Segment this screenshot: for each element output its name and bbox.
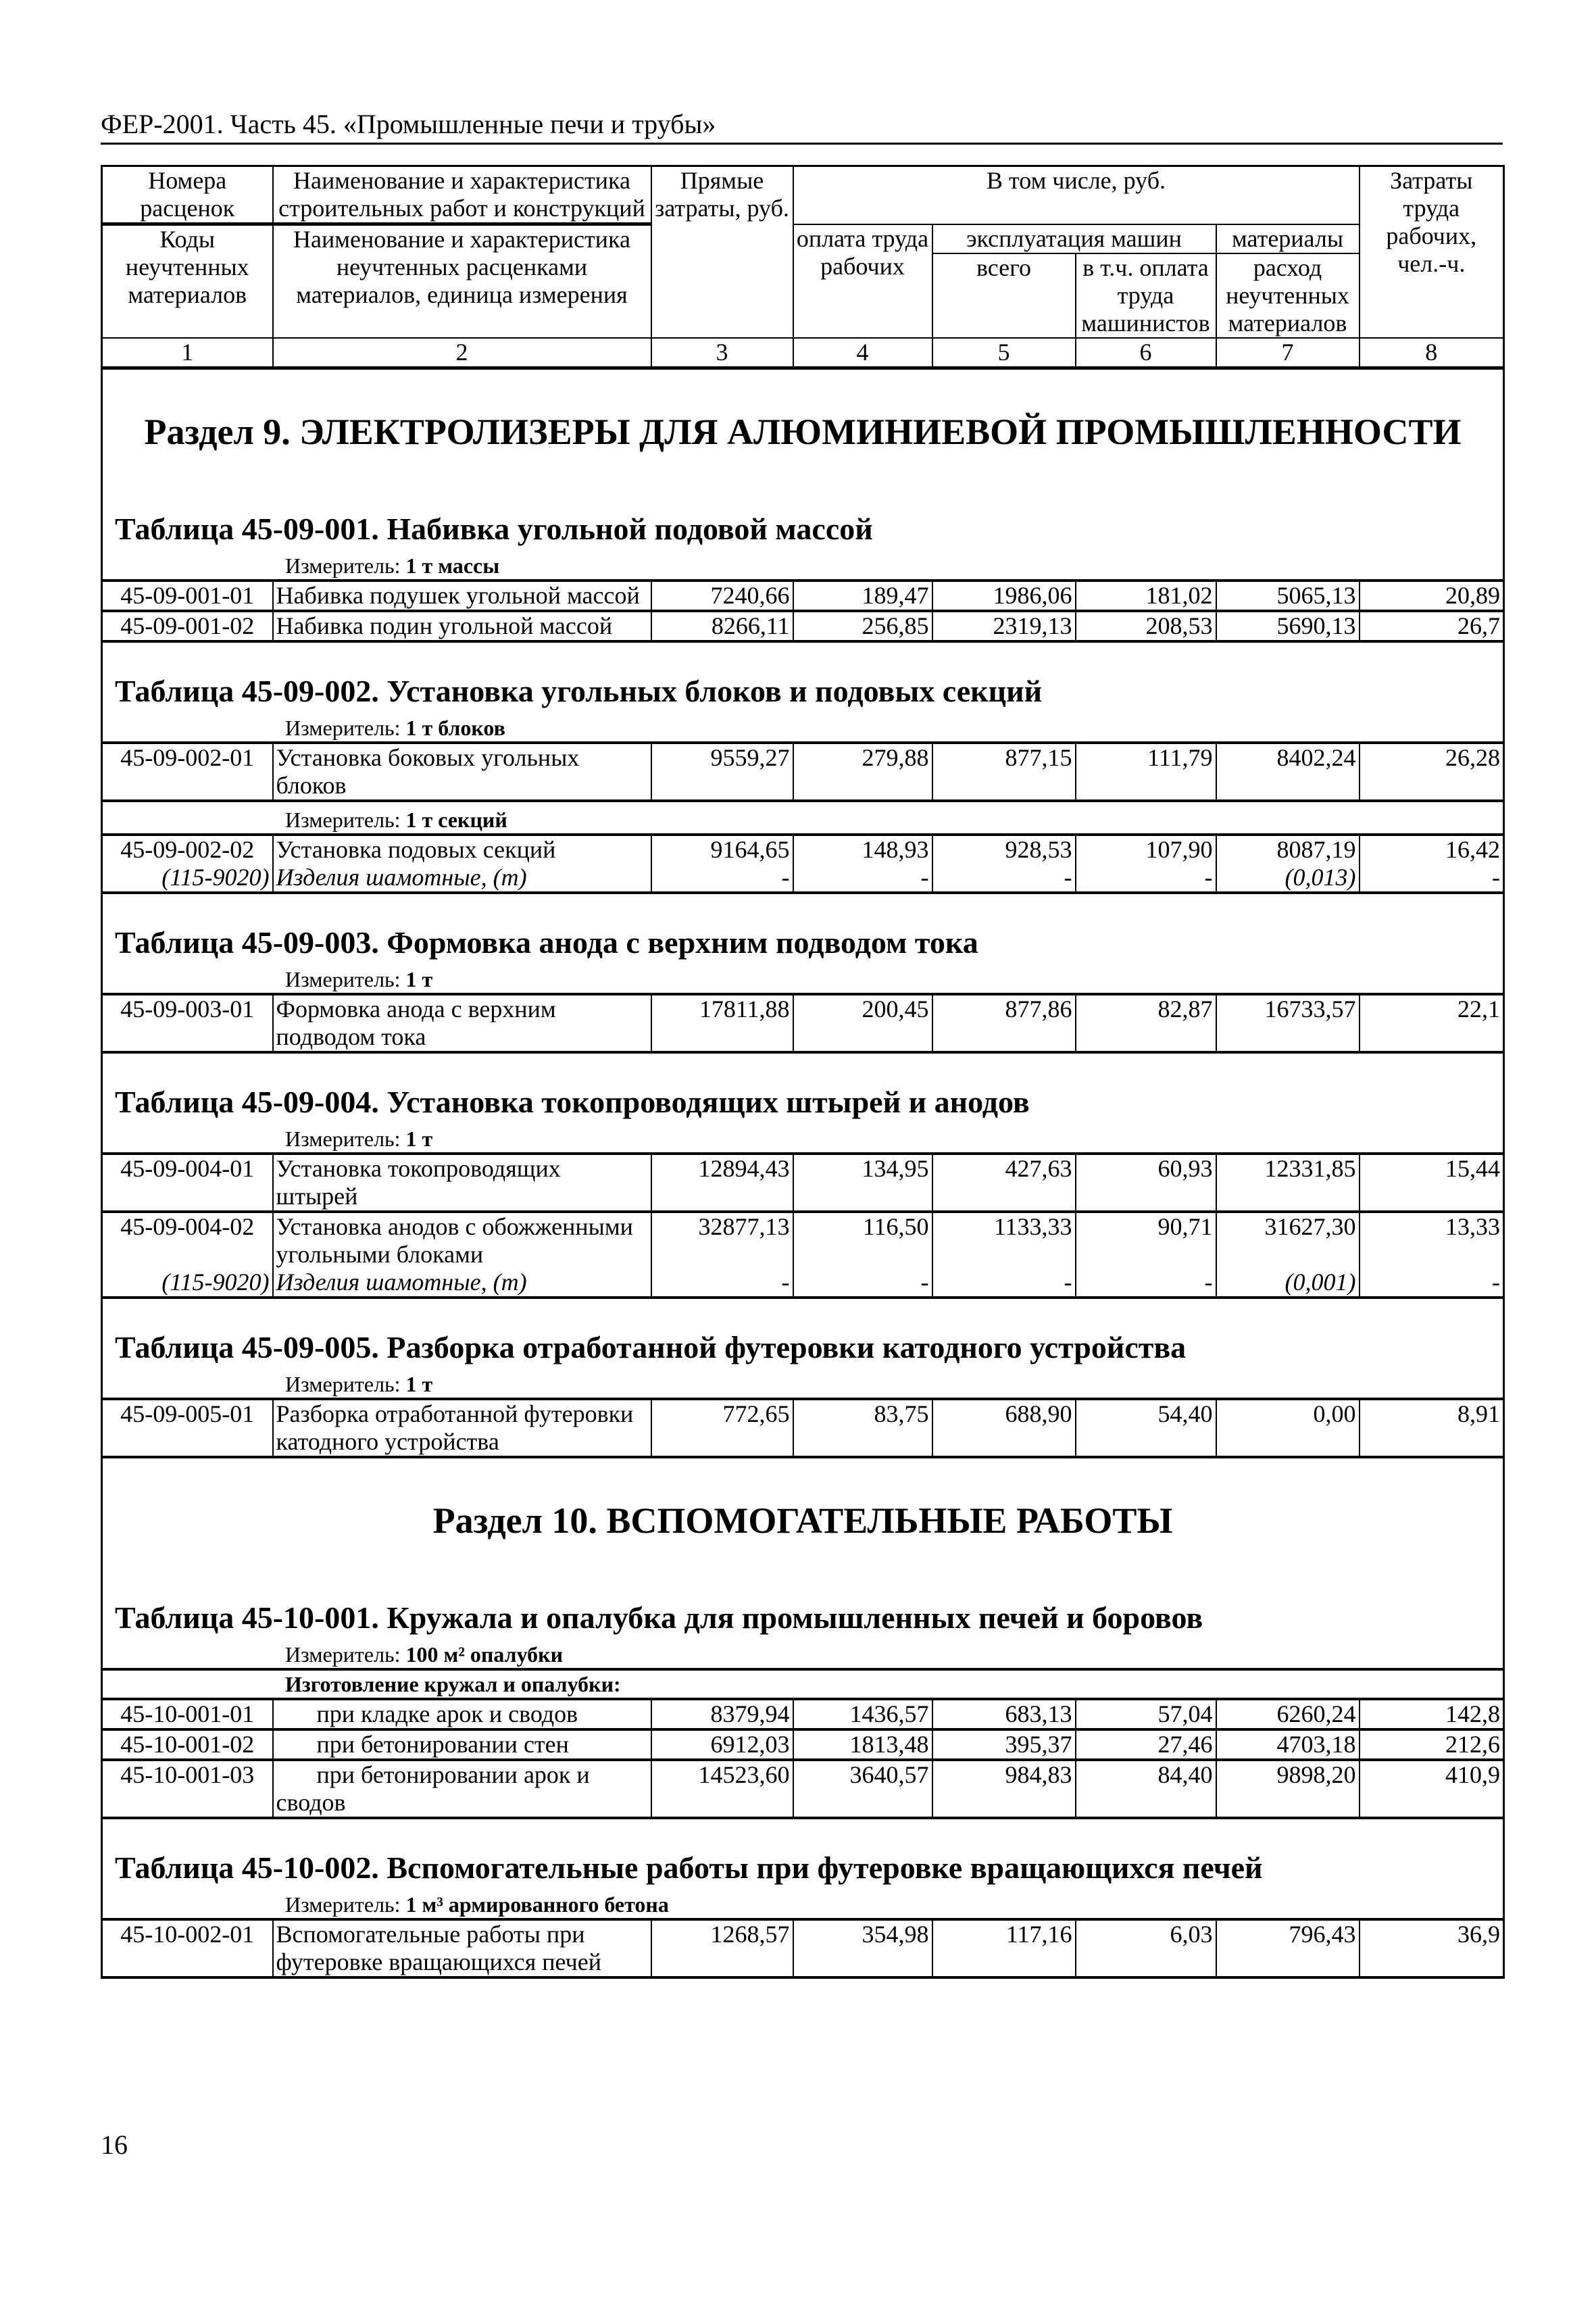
section-heading: Раздел 9. ЭЛЕКТРОЛИЗЕРЫ ДЛЯ АЛЮМИНИЕВОЙ ПРОМЫШЛЕННОСТИ [144, 411, 1462, 452]
labor-pay: 1813,48 [793, 1729, 932, 1760]
row-code: 45-09-004-02 [102, 1212, 273, 1269]
labor-pay: 279,88 [793, 743, 932, 801]
table-row [102, 581, 1504, 611]
labor-hours: 13,33 [1360, 1212, 1504, 1269]
table-row [102, 994, 1504, 1052]
labor-pay: 354,98 [793, 1919, 932, 1977]
subheading: Изготовление кружал и опалубки: [102, 1669, 1504, 1699]
material-row [102, 864, 1504, 893]
machines-operators: 107,90 [1076, 835, 1216, 864]
page-number: 16 [101, 2130, 128, 2160]
col-machines: эксплуатация машин [932, 224, 1216, 253]
col-number: 7 [1216, 338, 1360, 368]
table-row [102, 1760, 1504, 1818]
row-code: 45-09-003-01 [102, 994, 273, 1052]
row-name: Установка анодов с обожженными угольными блоками [273, 1212, 651, 1269]
machines-total: 688,90 [932, 1399, 1076, 1457]
machines-total: 984,83 [932, 1760, 1076, 1818]
labor-hours: 15,44 [1360, 1154, 1504, 1212]
machines-operators: 54,40 [1076, 1399, 1216, 1457]
col-number: 1 [102, 338, 273, 368]
machines-operators: - [1076, 864, 1216, 893]
col-name-top: Наименование и характеристика строительных работ и конструкций [273, 166, 651, 224]
table-row [102, 611, 1504, 641]
direct-cost: - [651, 864, 793, 893]
row-code: (115-9020) [102, 1269, 273, 1298]
machines-total: 117,16 [932, 1919, 1076, 1977]
table-row [102, 835, 1504, 864]
machines-operators: 181,02 [1076, 581, 1216, 611]
machines-operators: 57,04 [1076, 1699, 1216, 1729]
measure-label: Измеритель: [285, 1126, 406, 1151]
machines-operators: 90,71 [1076, 1212, 1216, 1269]
materials: 16733,57 [1216, 994, 1360, 1052]
direct-cost: - [651, 1269, 793, 1298]
labor-hours: 26,28 [1360, 743, 1504, 801]
measure-value: 1 т [405, 1126, 433, 1151]
measure-cell [102, 1887, 1504, 1919]
measure-row [102, 1887, 1504, 1919]
measure-label: Измеритель: [285, 1371, 406, 1396]
measure-row [102, 1637, 1504, 1669]
labor-pay: 134,95 [793, 1154, 932, 1212]
labor-pay: 3640,57 [793, 1760, 932, 1818]
machines-total: 427,63 [932, 1154, 1076, 1212]
direct-cost: 1268,57 [651, 1919, 793, 1977]
labor-hours: 16,42 [1360, 835, 1504, 864]
col-number: 8 [1360, 338, 1504, 368]
row-name: Набивка подин угольной массой [273, 611, 651, 641]
col-machines-operators: в т.ч. оплата труда машинистов [1076, 253, 1216, 338]
direct-cost: 9559,27 [651, 743, 793, 801]
materials: 4703,18 [1216, 1729, 1360, 1760]
labor-pay: - [793, 1269, 932, 1298]
row-name: при кладке арок и сводов [273, 1699, 651, 1729]
labor-hours: 22,1 [1360, 994, 1504, 1052]
col-code-top: Номера расценок [102, 166, 273, 224]
labor-hours: 26,7 [1360, 611, 1504, 641]
row-name: Вспомогательные работы при футеровке вращающихся печей [273, 1919, 651, 1977]
machines-total: 877,86 [932, 994, 1076, 1052]
measure-row [102, 710, 1504, 743]
machines-operators: 84,40 [1076, 1760, 1216, 1818]
measure-row [102, 548, 1504, 581]
materials: 8087,19 [1216, 835, 1360, 864]
machines-total: 928,53 [932, 835, 1076, 864]
materials: 0,00 [1216, 1399, 1360, 1457]
measure-value: 1 т секций [405, 807, 507, 832]
labor-pay: - [793, 864, 932, 893]
row-code: 45-10-001-03 [102, 1760, 273, 1818]
measure-value: 100 м² опалубки [405, 1642, 564, 1667]
direct-cost: 8266,11 [651, 611, 793, 641]
measure-value: 1 т [405, 966, 433, 991]
table-title: Таблица 45-09-001. Набивка угольной подовой массой [115, 511, 873, 546]
table-title-row [102, 1298, 1504, 1367]
material-row [102, 1269, 1504, 1298]
col-direct: Прямые затраты, руб. [651, 166, 793, 338]
labor-hours: 410,9 [1360, 1760, 1504, 1818]
table-title-row [102, 1052, 1504, 1121]
row-code: 45-09-005-01 [102, 1399, 273, 1457]
machines-operators: - [1076, 1269, 1216, 1298]
labor-pay: 83,75 [793, 1399, 932, 1457]
labor-hours: 212,6 [1360, 1729, 1504, 1760]
materials: (0,013) [1216, 864, 1360, 893]
row-code: 45-10-002-01 [102, 1919, 273, 1977]
measure-value: 1 т блоков [405, 715, 505, 740]
measure-cell [102, 1637, 1504, 1669]
machines-total: 1986,06 [932, 581, 1076, 611]
row-name: Изделия шамотные, (т) [273, 1269, 651, 1298]
labor-hours: - [1360, 864, 1504, 893]
table-title: Таблица 45-09-002. Установка угольных блоков и подовых секций [115, 673, 1043, 708]
table-row [102, 743, 1504, 801]
materials: 8402,24 [1216, 743, 1360, 801]
subheading-row [102, 1669, 1504, 1699]
direct-cost: 12894,43 [651, 1154, 793, 1212]
table-row [102, 1212, 1504, 1269]
measure-label: Измеритель: [285, 807, 406, 832]
direct-cost: 8379,94 [651, 1699, 793, 1729]
col-labor-pay: оплата труда рабочих [793, 224, 932, 338]
measure-label: Измеритель: [285, 1642, 406, 1667]
machines-total: - [932, 1269, 1076, 1298]
table-title: Таблица 45-10-001. Кружала и опалубка для промышленных печей и боровов [115, 1600, 1203, 1635]
row-name: Изделия шамотные, (т) [273, 864, 651, 893]
col-machines-total: всего [932, 253, 1076, 338]
labor-hours: 142,8 [1360, 1699, 1504, 1729]
col-labor-hours: Затраты труда рабочих, чел.-ч. [1360, 166, 1504, 338]
machines-operators: 208,53 [1076, 611, 1216, 641]
machines-total: - [932, 864, 1076, 893]
machines-total: 2319,13 [932, 611, 1076, 641]
machines-total: 877,15 [932, 743, 1076, 801]
measure-label: Измеритель: [285, 715, 406, 740]
measure-row [102, 1367, 1504, 1399]
machines-operators: 111,79 [1076, 743, 1216, 801]
measure-cell [102, 962, 1504, 994]
col-incl: В том числе, руб. [793, 166, 1360, 224]
labor-hours: 20,89 [1360, 581, 1504, 611]
measure-cell [102, 1367, 1504, 1399]
materials: 12331,85 [1216, 1154, 1360, 1212]
row-code: 45-10-001-01 [102, 1699, 273, 1729]
measure-value: 1 м³ армированного бетона [405, 1892, 669, 1917]
machines-operators: 60,93 [1076, 1154, 1216, 1212]
table-row [102, 1729, 1504, 1760]
table-row [102, 1154, 1504, 1212]
table-title-row [102, 1818, 1504, 1887]
row-code: 45-09-001-01 [102, 581, 273, 611]
measure-cell [102, 710, 1504, 743]
labor-hours: 36,9 [1360, 1919, 1504, 1977]
measure-label: Измеритель: [285, 553, 406, 578]
direct-cost: 17811,88 [651, 994, 793, 1052]
measure-cell [102, 1121, 1504, 1154]
row-name: Набивка подушек угольной массой [273, 581, 651, 611]
direct-cost: 9164,65 [651, 835, 793, 864]
labor-pay: 116,50 [793, 1212, 932, 1269]
table-row [102, 1699, 1504, 1729]
section-heading-row [102, 368, 1504, 481]
table-title-row [102, 481, 1504, 548]
table-title: Таблица 45-09-004. Установка токопроводящих штырей и анодов [115, 1084, 1030, 1119]
measure-label: Измеритель: [285, 966, 406, 991]
direct-cost: 6912,03 [651, 1729, 793, 1760]
row-code: (115-9020) [102, 864, 273, 893]
row-code: 45-09-001-02 [102, 611, 273, 641]
running-title: ФЕР-2001. Часть 45. «Промышленные печи и трубы» [101, 108, 1503, 145]
table-title-row [102, 641, 1504, 710]
materials: 796,43 [1216, 1919, 1360, 1977]
machines-total: 1133,33 [932, 1212, 1076, 1269]
measure-label: Измеритель: [285, 1892, 406, 1917]
labor-pay: 200,45 [793, 994, 932, 1052]
measure-row [102, 962, 1504, 994]
row-name: Разборка отработанной футеровки катодного устройства [273, 1399, 651, 1457]
row-name: при бетонировании стен [273, 1729, 651, 1760]
materials: 9898,20 [1216, 1760, 1360, 1818]
table-row [102, 1399, 1504, 1457]
row-name: Установка токопроводящих штырей [273, 1154, 651, 1212]
row-code: 45-10-001-02 [102, 1729, 273, 1760]
labor-pay: 148,93 [793, 835, 932, 864]
materials: 6260,24 [1216, 1699, 1360, 1729]
labor-hours: - [1360, 1269, 1504, 1298]
materials: 31627,30 [1216, 1212, 1360, 1269]
materials: 5690,13 [1216, 611, 1360, 641]
col-number: 6 [1076, 338, 1216, 368]
labor-pay: 1436,57 [793, 1699, 932, 1729]
table-title: Таблица 45-10-002. Вспомогательные работы при футеровке вращающихся печей [115, 1850, 1263, 1885]
labor-hours: 8,91 [1360, 1399, 1504, 1457]
labor-pay: 256,85 [793, 611, 932, 641]
measure-value: 1 т [405, 1371, 433, 1396]
table-title-row [102, 893, 1504, 962]
table-title-row [102, 1569, 1504, 1637]
col-materials-unaccounted: расход неучтенных материалов [1216, 253, 1360, 338]
col-number: 3 [651, 338, 793, 368]
machines-operators: 6,03 [1076, 1919, 1216, 1977]
row-code: 45-09-004-01 [102, 1154, 273, 1212]
col-name-bottom: Наименование и характеристика неучтенных расценками материалов, единица измерения [273, 224, 651, 338]
direct-cost: 772,65 [651, 1399, 793, 1457]
row-name: Установка подовых секций [273, 835, 651, 864]
row-name: при бетонировании арок и сводов [273, 1760, 651, 1818]
measure-row [102, 801, 1504, 835]
table-row [102, 1919, 1504, 1977]
section-heading: Раздел 10. ВСПОМОГАТЕЛЬНЫЕ РАБОТЫ [432, 1500, 1173, 1541]
row-name: Формовка анода с верхним подводом тока [273, 994, 651, 1052]
measure-cell [102, 801, 1504, 835]
row-name: Установка боковых угольных блоков [273, 743, 651, 801]
direct-cost: 14523,60 [651, 1760, 793, 1818]
direct-cost: 32877,13 [651, 1212, 793, 1269]
col-number: 2 [273, 338, 651, 368]
price-table [101, 165, 1505, 1979]
machines-operators: 82,87 [1076, 994, 1216, 1052]
column-numbers-row [102, 338, 1504, 368]
materials: (0,001) [1216, 1269, 1360, 1298]
machines-operators: 27,46 [1076, 1729, 1216, 1760]
table-title: Таблица 45-09-005. Разборка отработанной футеровки катодного устройства [115, 1329, 1187, 1364]
measure-row [102, 1121, 1504, 1154]
col-materials: материалы [1216, 224, 1360, 253]
machines-total: 683,13 [932, 1699, 1076, 1729]
direct-cost: 7240,66 [651, 581, 793, 611]
measure-value: 1 т массы [405, 553, 500, 578]
labor-pay: 189,47 [793, 581, 932, 611]
row-code: 45-09-002-01 [102, 743, 273, 801]
measure-cell [102, 548, 1504, 581]
row-code: 45-09-002-02 [102, 835, 273, 864]
col-number: 4 [793, 338, 932, 368]
col-number: 5 [932, 338, 1076, 368]
col-code-bottom: Коды неучтенных материалов [102, 224, 273, 338]
materials: 5065,13 [1216, 581, 1360, 611]
section-heading-row [102, 1457, 1504, 1569]
machines-total: 395,37 [932, 1729, 1076, 1760]
table-title: Таблица 45-09-003. Формовка анода с верхним подводом тока [115, 925, 978, 960]
